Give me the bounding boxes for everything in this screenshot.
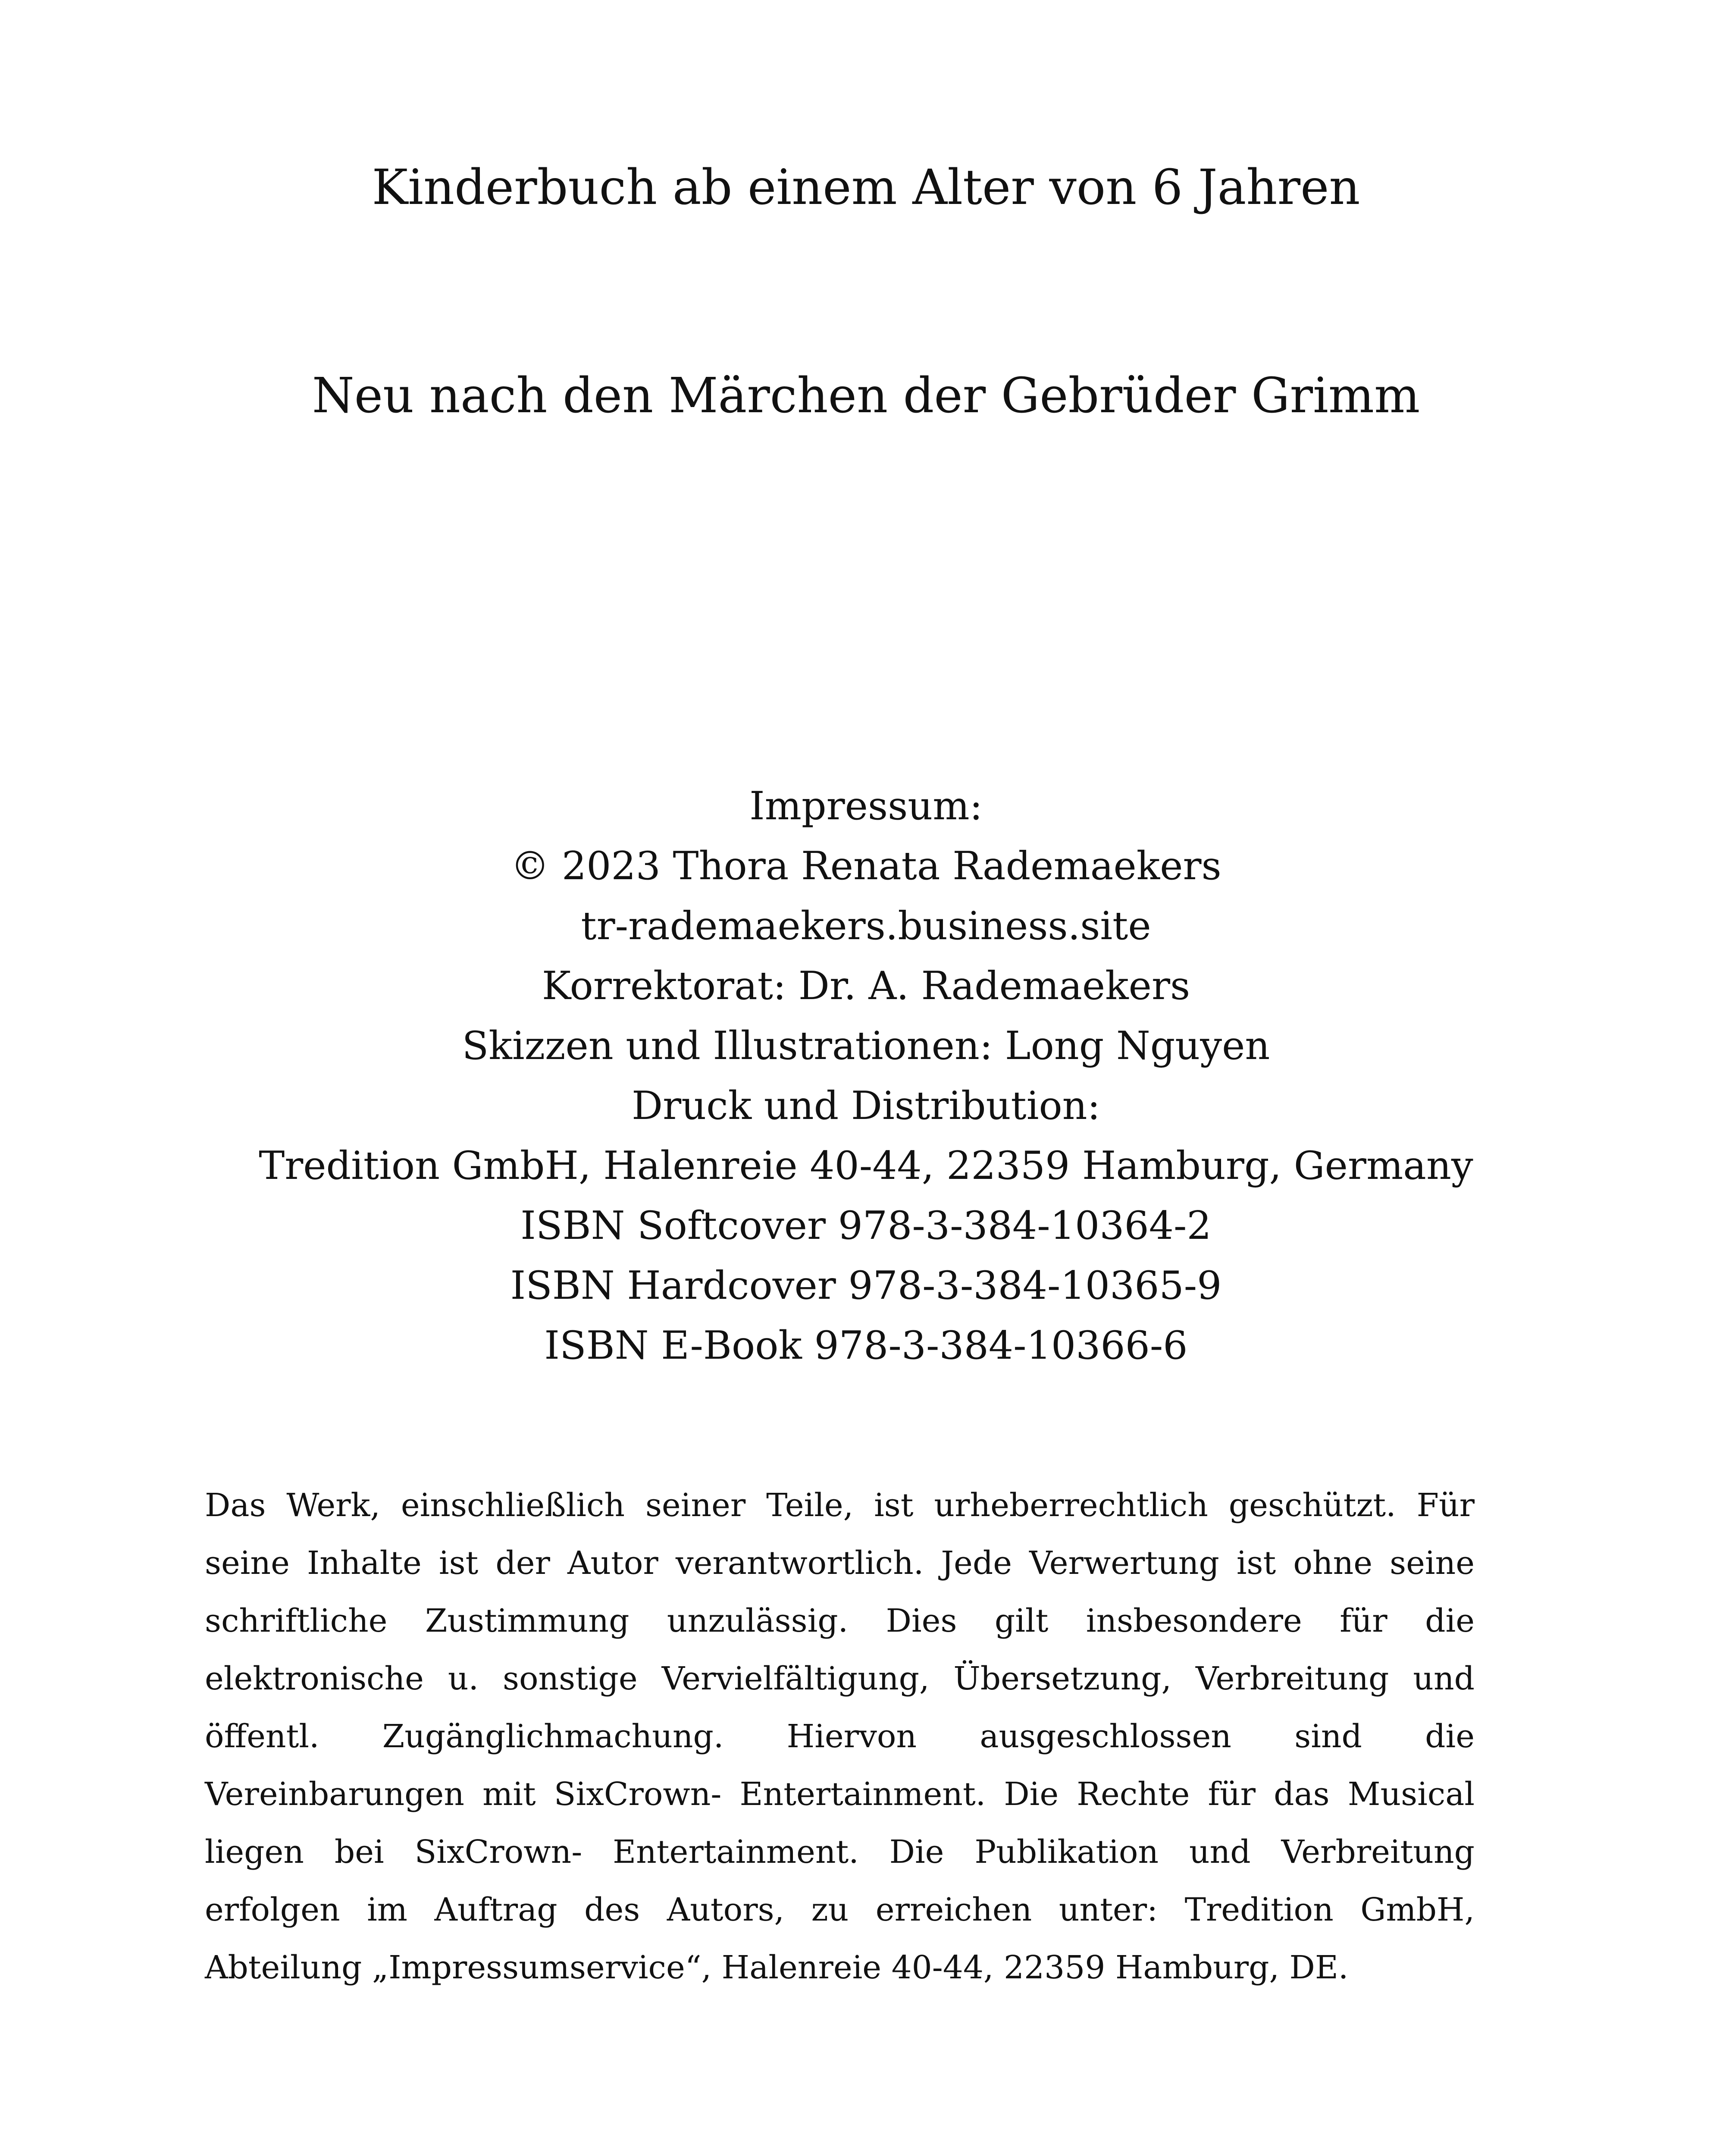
legal-notice: Das Werk, einschließlich seiner Teile, ist urheberrechtlich geschützt. Für seine Inhalte ist der Autor verantwortlich. Jede Verwertung ist ohne seine schriftliche Zustimmung unzulässig. Dies gilt insbesondere für die elektronische u. sonstige Vervielfältigung, Übersetzung, Verbreitung und öffentl. Zugänglichmachung. Hiervon ausgeschlossen sind die Vereinbarungen mit SixCrown- Entertainment. Die Rechte für das Musical liegen bei SixCrown- Entertainment. Die Publikation und Verbreitung erfolgen im Auftrag des Autors, zu erreichen unter: Tredition GmbH, Abteilung „Impressumservice“, Halenreie 40-44, 22359 Hamburg, DE.: [205, 1487, 1475, 1986]
website-line: tr-rademaekers.business.site: [581, 903, 1151, 949]
isbn-softcover: ISBN Softcover 978-3-384-10364-2: [520, 1203, 1212, 1248]
imprint-heading: Impressum:: [749, 783, 983, 829]
age-recommendation: Kinderbuch ab einem Alter von 6 Jahren: [372, 160, 1360, 216]
copyright-line: © 2023 Thora Renata Rademaekers: [511, 843, 1221, 889]
isbn-ebook: ISBN E-Book 978-3-384-10366-6: [544, 1323, 1188, 1368]
isbn-hardcover: ISBN Hardcover 978-3-384-10365-9: [510, 1263, 1222, 1308]
proofreading-line: Korrektorat: Dr. A. Rademaekers: [542, 963, 1190, 1009]
source-note: Neu nach den Märchen der Gebrüder Grimm: [312, 368, 1420, 424]
distribution-heading: Druck und Distribution:: [632, 1083, 1100, 1128]
imprint-block: [0, 776, 1732, 1376]
publisher-address-line: Tredition GmbH, Halenreie 40-44, 22359 Hamburg, Germany: [259, 1143, 1473, 1188]
illustrations-line: Skizzen und Illustrationen: Long Nguyen: [462, 1023, 1270, 1069]
